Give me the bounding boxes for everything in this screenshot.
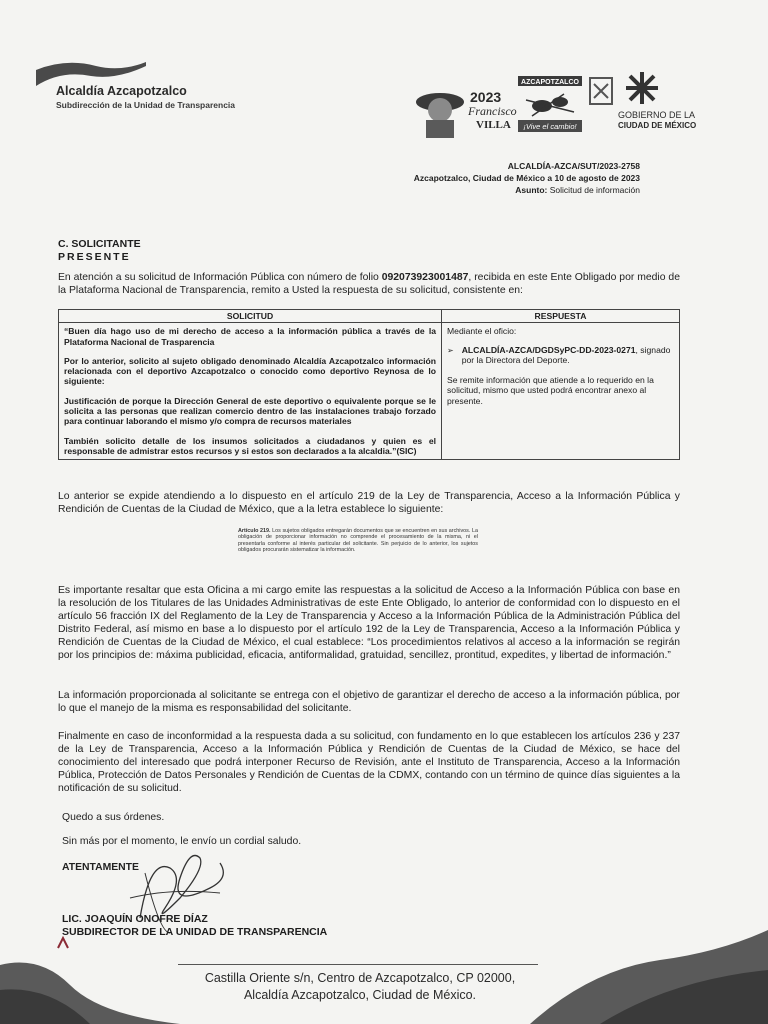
logo-gov1: GOBIERNO DE LA [618, 110, 696, 120]
institutional-logos [414, 72, 714, 142]
bullet-arrow-icon: ➢ [447, 345, 454, 355]
table-header-solicitud: SOLICITUD [59, 310, 442, 323]
reference-block [414, 160, 640, 196]
important-paragraph: Es importante resaltar que esta Oficina a mi cargo emite las respuestas a la solicitud de Acceso a la Información Pública con base en la resolución de los Titulares de las Unidades Administrativas de este Ente Obligado, lo anterior de conformidad con lo dispuesto en el artículo 56 fracción IX del Reglamento de la Ley de Transparencia y Acceso a la Información Pública de la Administración Pública del Distrito Federal, así mismo en base a lo dispuesto por el artículo 192 de la Ley de Transparencia, Acceso a la Información Pública y Rendición de Cuentas de la Ciudad de México, el cual establece: “Los procedimientos relativos al acceso a la información se regirán por los principios de: máxima publicidad, eficacia, antiformalidad, gratuidad, sencillez, prontitud, expedites, y libertad de información.” [58, 585, 680, 661]
respuesta-intro: Mediante el oficio: [447, 326, 517, 337]
info-paragraph: La información proporcionada al solicitante se entrega con el objetivo de garantizar el derecho de acceso a la información pública, por lo que el manejo de la misma es responsabilidad del solicitante. [58, 690, 680, 714]
quote-text: Los sujetos obligados entregarán documentos que se encuentren en sus archivos. La obligación de proporcionar información no comprende el procesamiento de la misma, ni el presentarla conforme al interés particular del solicitante. Sin perjuicio de lo anterior, los sujetos obligados procurarán sistematizar la información. [238, 528, 478, 554]
logo-gov2: CIUDAD DE MÉXICO [618, 121, 697, 130]
respuesta-cell [442, 323, 680, 460]
respuesta-bullet [447, 345, 674, 366]
footer-address [180, 970, 540, 1004]
legal-paragraph: Lo anterior se expide atendiendo a lo dispuesto en el artículo 219 de la Ley de Transparencia, Acceso a la Información Pública y Rendición de Cuentas de la Ciudad de México, que a la letra establece lo siguiente: [58, 491, 680, 515]
logo-name1: Francisco [468, 104, 517, 118]
footer-divider [178, 964, 538, 965]
francisco-villa-portrait-icon [416, 93, 464, 138]
signer-title: SUBDIRECTOR DE LA UNIDAD DE TRANSPARENCIA [62, 926, 328, 938]
closing-greeting: Sin más por el momento, le envío un cordial saludo. [62, 836, 302, 847]
asunto-value: Solicitud de información [547, 185, 640, 195]
footer-line2: Alcaldía Azcapotzalco, Ciudad de México. [243, 988, 477, 1002]
cdmx-emblem-icon [590, 78, 612, 104]
article-quote [238, 528, 478, 554]
request-table [58, 309, 680, 460]
solicitud-paragraph: Justificación de porque la Dirección General de este deportivo o equivalente porque se le solicita a las personas que realizan comercio dentro de las instalaciones trabajo forzado para continuar laborando el mismo y/o compra de recursos materiales [64, 395, 436, 427]
table-header-respuesta: RESPUESTA [442, 310, 680, 323]
org-title: Alcaldía Azcapotzalco [56, 84, 187, 98]
intro-text-before: En atención a su solicitud de Información Pública con número de folio [58, 272, 382, 283]
solicitud-paragraph: También solicito detalle de los insumos solicitados a ciudadanos y quien es el responsable de admistrar estos recursos y si estos son declarados a la alcaldia.”(SIC) [64, 435, 436, 456]
respuesta-signed: , signado por la Directora del Deporte. [461, 344, 671, 365]
seal-mark-icon [56, 936, 70, 950]
reference-place-date: Azcapotzalco, Ciudad de México a 10 de agosto de 2023 [413, 173, 640, 183]
logo-year: 2023 [470, 89, 502, 105]
logo-azca: AZCAPOTZALCO [521, 79, 579, 86]
closing-orders: Quedo a sus órdenes. [62, 812, 165, 823]
recipient [58, 238, 141, 264]
recipient-line2: PRESENTE [58, 251, 131, 263]
solicitud-cell [59, 323, 442, 460]
footer-wave-right-graphic [530, 930, 768, 1024]
logo-name2: VILLA [476, 119, 511, 131]
asunto-label: Asunto: [515, 185, 548, 195]
closing-atentamente: ATENTAMENTE [62, 862, 139, 873]
reference-folio: ALCALDÍA-AZCA/SUT/2023-2758 [507, 161, 640, 171]
respuesta-oficio: ALCALDÍA-AZCA/DGDSyPC-DD-2023-0271 [461, 344, 636, 355]
quote-label: Artículo 219. [238, 528, 271, 534]
final-paragraph: Finalmente en caso de inconformidad a la respuesta dada a su solicitud, con fundamento en lo que establecen los artículos 236 y 237 de la Ley de Transparencia, Acceso a la Información Pública y Rendición de Cuentas de la Ciudad de México, se hace del conocimiento del interesado que podrá interponer Recurso de Revisión, ante el Instituto de Transparencia, Acceso a la Información Pública, Protección de Datos Personales y Rendición de Cuentas de la CDMX, contando con un término de quince días siguientes a la notificación de su solicitud. [58, 731, 680, 794]
intro-folio: 092073923001487 [381, 272, 469, 283]
azcapotzalco-ant-icon [526, 94, 574, 116]
signer-name: LIC. JOAQUÍN ONOFRE DÍAZ [62, 913, 208, 925]
solicitud-paragraph: Por lo anterior, solicito al sujeto obligado denominado Alcaldía Azcapotzalco información relacionada con el deportivo Azcapotzalco o conocido como deportivo Reynosa de lo siguiente: [64, 355, 436, 387]
respuesta-text: Se remite información que atiende a lo requerido en la solicitud, mismo que usted podrá encontrar anexo al presente. [447, 375, 654, 406]
footer-line1: Castilla Oriente s/n, Centro de Azcapotzalco, CP 02000, [204, 971, 516, 985]
cdmx-knot-icon [626, 72, 658, 104]
org-subtitle: Subdirección de la Unidad de Transparencia [56, 100, 236, 110]
footer-wave-left-graphic [0, 945, 180, 1024]
intro-text-after: , recibida en este Ente Obligado por medio de la Plataforma Nacional de Transparencia, remito a Usted la respuesta de su solicitud, consistente en: [58, 272, 680, 296]
solicitud-paragraph: “Buen día hago uso de mi derecho de acceso a la información pública a través de la Plataforma Nacional de Trasparencia [64, 326, 436, 347]
intro-paragraph [58, 271, 680, 297]
recipient-line1: C. SOLICITANTE [58, 238, 141, 250]
logo-slogan: ¡Vive el cambio! [523, 122, 577, 131]
